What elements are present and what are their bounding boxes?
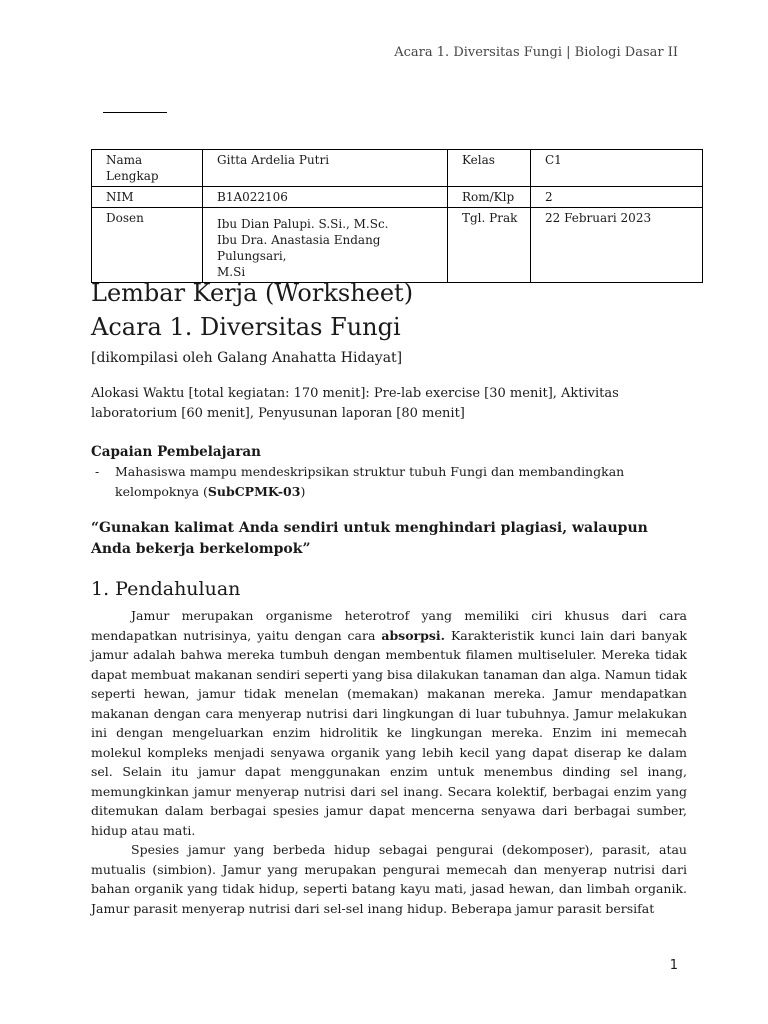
learning-outcomes-list <box>91 462 687 502</box>
section-title: 1. Pendahuluan <box>91 578 241 600</box>
nim-value: B1A022106 <box>203 187 448 208</box>
group-value: 2 <box>531 187 703 208</box>
paragraph-1-rest: Karakteristik kunci lain dari banyak jamur adalah bahwa mereka tumbuh dengan membentuk filamen multiseluler. Mereka tidak dapat membuat makanan sendiri seperti yang bisa dilakukan tanaman dan alga. Namun tidak seperti hewan, jamur tidak menelan (memakan) makanan mereka. Jamur mendapatkan makanan dengan cara menyerap nutrisi dari lingkungan di luar tubuhnya. Jamur melakukan ini dengan mengeluarkan enzim hidrolitik ke lingkungan mereka. Enzim ini memecah molekul kompleks menjadi senyawa organik yang lebih kecil yang dapat diserap ke dalam sel. Selain itu jamur dapat menggunakan enzim untuk menembus dinding sel inang, memungkinkan jamur menyerap nutrisi dari sel inang. Secara kolektif, berbagai enzim yang ditemukan dalam berbagai spesies jamur dapat mencerna senyawa dari berbagai sumber, hidup atau mati. <box>91 627 687 838</box>
table-row <box>92 208 703 283</box>
running-header: Acara 1. Diversitas Fungi | Biologi Dasar II <box>394 45 678 60</box>
section-body <box>91 606 687 918</box>
date-value: 22 Februari 2023 <box>531 208 703 283</box>
plagiarism-notice: “Gunakan kalimat Anda sendiri untuk menghindari plagiasi, walaupun Anda bekerja berkelompok” <box>91 520 648 557</box>
lecturer-name-2-cont: M.Si <box>217 265 246 279</box>
paragraph-1-bold: absorpsi. <box>381 627 446 643</box>
class-label: Kelas <box>448 150 531 187</box>
class-value: C1 <box>531 150 703 187</box>
outcome-close: ) <box>300 484 306 499</box>
outcome-code: SubCPMK-03 <box>207 484 301 499</box>
group-label: Rom/Klp <box>448 187 531 208</box>
lecturer-name-1: Ibu Dian Palupi. S.Si., M.Sc. <box>217 217 389 231</box>
time-allocation: Alokasi Waktu [total kegiatan: 170 menit]: Pre-lab exercise [30 menit], Aktivitas laboratorium [60 menit], Penyusunan laporan [80 menit] <box>91 386 619 421</box>
compiled-by: [dikompilasi oleh Galang Anahatta Hidayat] <box>91 350 403 366</box>
learning-outcomes-title: Capaian Pembelajaran <box>91 444 261 460</box>
list-item <box>91 462 687 502</box>
name-value: Gitta Ardelia Putri <box>203 150 448 187</box>
paragraph <box>91 606 687 840</box>
lecturer-label: Dosen <box>92 208 203 283</box>
worksheet-content <box>91 276 687 918</box>
table-row <box>92 150 703 187</box>
lecturer-name-2: Ibu Dra. Anastasia Endang Pulungsari, <box>217 233 381 263</box>
title-line-1: Lembar Kerja (Worksheet) <box>91 279 414 307</box>
header-rule <box>103 112 167 113</box>
page-number: 1 <box>669 958 678 973</box>
page-title <box>91 276 687 344</box>
student-info-table <box>91 149 703 283</box>
nim-label: NIM <box>92 187 203 208</box>
table-row <box>92 187 703 208</box>
paragraph-1-text: Jamur merupakan organisme heterotrof yang memiliki ciri khusus dari cara mendapatkan nutrisinya, yaitu dengan cara <box>91 608 687 643</box>
lecturer-value <box>203 208 448 283</box>
outcome-text: Mahasiswa mampu mendeskripsikan struktur tubuh Fungi dan membandingkan kelompoknya ( <box>115 464 625 499</box>
title-line-2: Acara 1. Diversitas Fungi <box>91 313 401 341</box>
paragraph: Spesies jamur yang berbeda hidup sebagai pengurai (dekomposer), parasit, atau mutualis (simbion). Jamur yang merupakan pengurai memecah dan menyerap nutrisi dari bahan organik yang tidak hidup, seperti batang kayu mati, jasad hewan, dan limbah organik. Jamur parasit menyerap nutrisi dari sel-sel inang hidup. Beberapa jamur parasit bersifat <box>91 842 687 916</box>
name-label: Nama Lengkap <box>92 150 203 187</box>
date-label: Tgl. Prak <box>448 208 531 283</box>
